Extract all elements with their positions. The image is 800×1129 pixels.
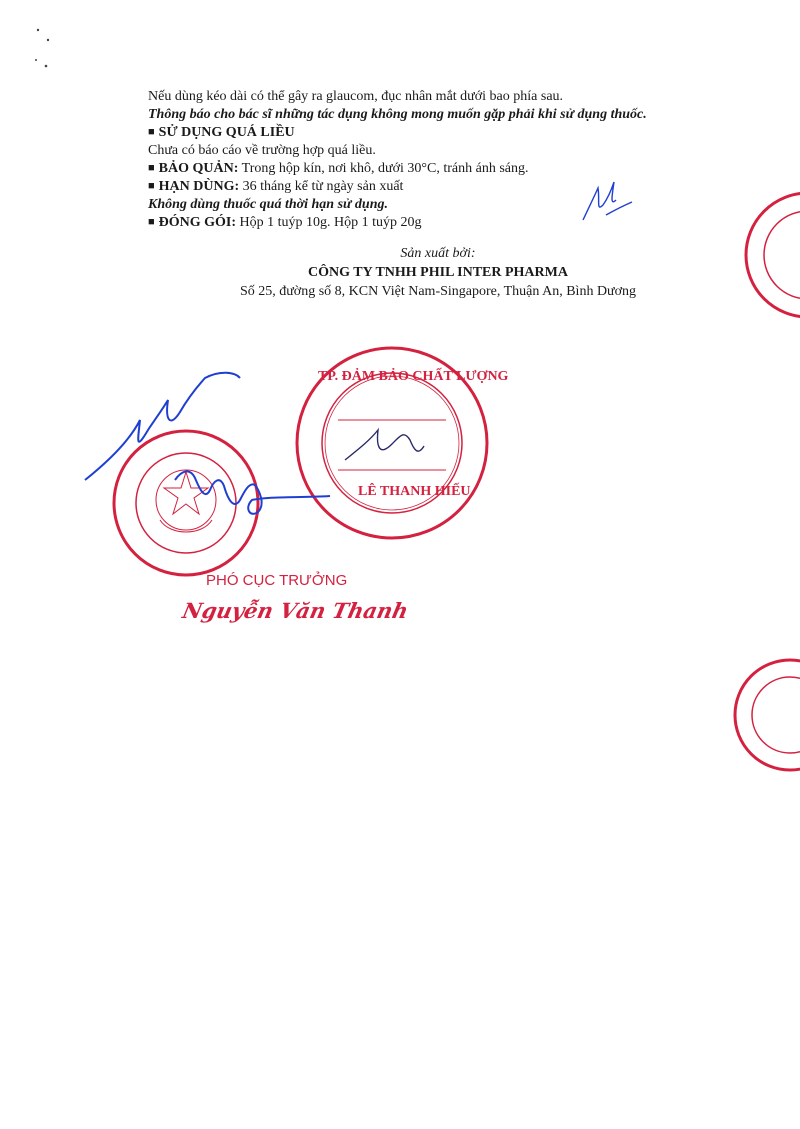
- qa-signature-icon: [345, 430, 424, 460]
- director-signature-icon: [85, 373, 330, 514]
- producer-block: [148, 244, 728, 301]
- storage-label: BẢO QUẢN:: [158, 161, 239, 176]
- overdose-label: SỬ DỤNG QUÁ LIỀU: [158, 125, 295, 140]
- scan-speck-icon: [28, 22, 58, 72]
- approval-name: Nguyễn Văn Thanh: [180, 598, 411, 623]
- partial-seal-bottom-icon: [735, 660, 800, 770]
- do-not-use-line: [148, 196, 728, 214]
- packaging-text: Hộp 1 tuýp 10g. Hộp 1 tuýp 20g: [236, 215, 422, 230]
- bullet-square-icon: ■: [148, 216, 155, 228]
- packaging-line: [148, 214, 728, 232]
- producer-address: Số 25, đường số 8, KCN Việt Nam-Singapore, Thuận An, Bình Dương: [239, 284, 637, 299]
- overdose-line: [148, 142, 728, 160]
- bullet-square-icon: ■: [148, 162, 155, 174]
- notify-doctor-text: Thông báo cho bác sĩ những tác dụng không mong muốn gặp phải khi sử dụng thuốc.: [148, 107, 647, 122]
- partial-seal-top-icon: [746, 193, 800, 317]
- producer-company: CÔNG TY TNHH PHIL INTER PHARMA: [308, 265, 568, 280]
- qa-title: TP. ĐẢM BẢO CHẤT LƯỢNG: [318, 369, 509, 384]
- packaging-label: ĐÓNG GÓI:: [158, 215, 237, 230]
- bullet-square-icon: ■: [148, 126, 155, 138]
- storage-line: [148, 160, 728, 178]
- warning-line: [148, 88, 728, 106]
- leaflet-text: [148, 88, 728, 232]
- expiry-text: 36 tháng kể từ ngày sản xuất: [239, 179, 404, 194]
- overdose-heading: [148, 124, 728, 142]
- qa-name: LÊ THANH HIẾU: [358, 484, 471, 499]
- producer-by-label: Sản xuất bởi:: [400, 246, 476, 261]
- storage-text: Trong hộp kín, nơi khô, dưới 30°C, tránh ánh sáng.: [238, 161, 529, 176]
- bullet-square-icon: ■: [148, 180, 155, 192]
- approval-title: PHÓ CỤC TRƯỞNG: [206, 572, 348, 589]
- notify-doctor-line: [148, 106, 728, 124]
- expiry-label: HẠN DÙNG:: [158, 179, 240, 194]
- ministry-seal-icon: [114, 431, 258, 575]
- expiry-line: [148, 178, 728, 196]
- overdose-text: Chưa có báo cáo về trường hợp quá liều.: [148, 143, 376, 158]
- do-not-use-text: Không dùng thuốc quá thời hạn sử dụng.: [148, 197, 389, 212]
- warning-text: Nếu dùng kéo dài có thể gây ra glaucom, đục nhân mắt dưới bao phía sau.: [148, 89, 564, 104]
